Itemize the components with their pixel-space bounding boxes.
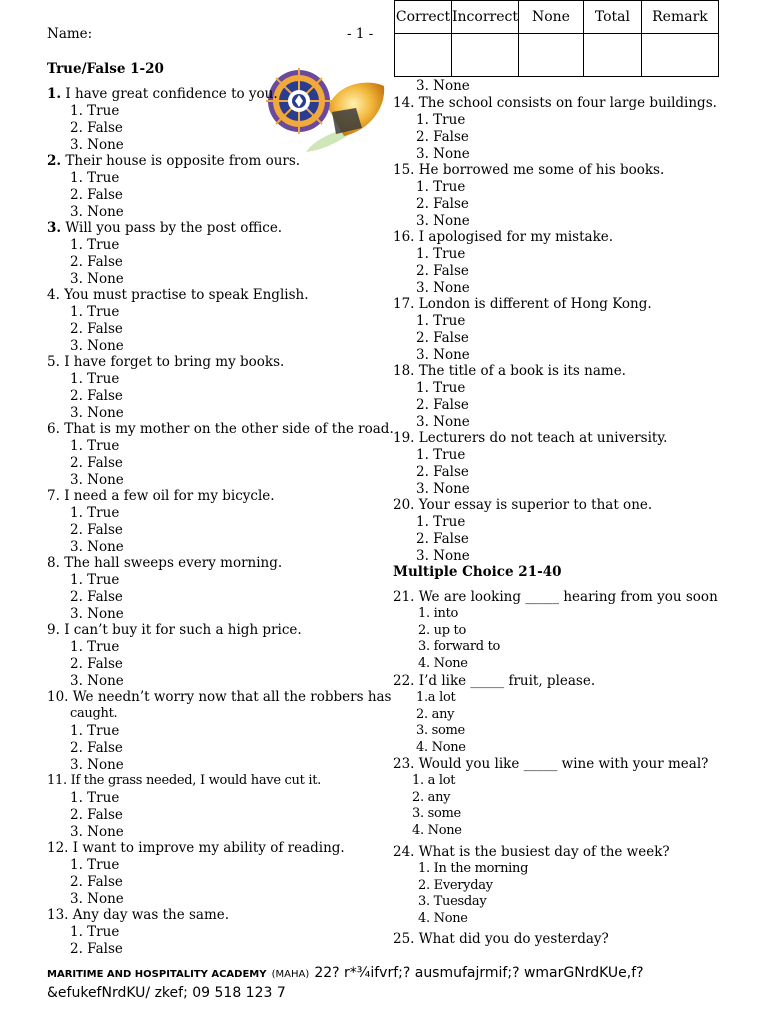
answer-option[interactable]: 1. True <box>70 304 120 320</box>
question-number: 19. <box>393 430 415 446</box>
question-text: Will you pass by the post office. <box>65 220 283 236</box>
score-col-total: Total <box>583 1 641 34</box>
question-number: 5. <box>47 354 60 370</box>
question-number: 16. <box>393 229 415 245</box>
question-number: 2. <box>47 153 62 169</box>
question-text: You must practise to speak English. <box>64 287 309 303</box>
question-number: 4. <box>47 287 60 303</box>
answer-option[interactable]: 1. True <box>70 723 120 739</box>
answer-option[interactable]: 2. False <box>416 263 469 279</box>
answer-option[interactable]: 3. None <box>70 405 124 421</box>
answer-option[interactable]: 3. None <box>70 824 124 840</box>
answer-option[interactable]: 3. None <box>70 891 124 907</box>
question-number: 11. <box>47 773 67 788</box>
answer-option[interactable]: 3. Tuesday <box>418 894 487 910</box>
question-1 <box>47 86 278 102</box>
question-18 <box>393 363 626 379</box>
question-number: 13. <box>47 907 69 923</box>
score-cell-none[interactable] <box>518 34 583 77</box>
question-13 <box>47 907 229 923</box>
answer-option[interactable]: 3. some <box>416 723 465 739</box>
question-number: 17. <box>393 296 415 312</box>
question-25: 25. What did you do yesterday? <box>393 931 609 947</box>
question-6 <box>47 421 394 437</box>
answer-option[interactable]: 3. None <box>416 347 470 363</box>
question-23: 23. Would you like _____ wine with your meal? <box>393 756 709 772</box>
question-text: I can’t buy it for such a high price. <box>64 622 302 638</box>
question-number: 15. <box>393 162 415 178</box>
answer-option[interactable]: 3. None <box>416 548 470 564</box>
answer-option[interactable]: 3. None <box>70 271 124 287</box>
question-text: He borrowed me some of his books. <box>418 162 665 178</box>
answer-option[interactable]: 3. None <box>70 137 124 153</box>
question-text: I want to improve my ability of reading. <box>72 840 345 856</box>
question-text: We needn’t worry now that all the robbers has <box>72 689 392 705</box>
question-text: London is different of Hong Kong. <box>418 296 652 312</box>
question-text: That is my mother on the other side of the road. <box>64 421 394 437</box>
answer-option[interactable]: 1. into <box>418 606 459 621</box>
question-number: 14. <box>393 95 415 111</box>
answer-option[interactable]: 4. None <box>412 823 462 839</box>
answer-option[interactable]: 2. False <box>416 196 469 212</box>
question-22: 22. I’d like _____ fruit, please. <box>393 673 596 689</box>
answer-option[interactable]: 2. False <box>70 740 123 756</box>
answer-option[interactable]: 2. False <box>70 388 123 404</box>
answer-option[interactable]: 3. forward to <box>418 639 501 655</box>
question-number: 6. <box>47 421 60 437</box>
question-number: 9. <box>47 622 60 638</box>
question-11 <box>47 773 321 789</box>
answer-option[interactable]: 2. False <box>70 941 123 957</box>
question-24: 24. What is the busiest day of the week? <box>393 844 670 860</box>
answer-option[interactable]: 3. some <box>412 806 461 822</box>
question-19 <box>393 430 667 446</box>
section-title-true-false: True/False 1-20 <box>47 61 164 77</box>
answer-option[interactable]: 2. any <box>412 789 451 805</box>
answer-option[interactable]: 3. None <box>416 78 470 94</box>
ship-wheel-compass-logo <box>266 68 390 154</box>
name-label: Name: <box>47 26 93 42</box>
question-number: 10. <box>47 689 69 705</box>
answer-option[interactable]: 3. None <box>416 481 470 497</box>
score-cell-remark[interactable] <box>641 34 718 77</box>
answer-option[interactable]: 2. False <box>70 120 123 136</box>
question-text: I apologised for my mistake. <box>418 229 614 245</box>
score-col-remark: Remark <box>641 1 718 34</box>
answer-option[interactable]: 1. a lot <box>412 773 456 788</box>
answer-option[interactable]: 1. True <box>70 371 120 387</box>
answer-option[interactable]: 2. False <box>70 807 123 823</box>
question-14 <box>393 95 717 111</box>
answer-option[interactable]: 3. None <box>416 213 470 229</box>
answer-option[interactable]: 1. True <box>416 380 466 396</box>
question-number: 20. <box>393 497 415 513</box>
answer-option[interactable]: 1. True <box>416 447 466 463</box>
footer <box>47 963 644 1002</box>
question-text: Your essay is superior to that one. <box>418 497 653 513</box>
answer-option[interactable]: 2. any <box>416 706 455 722</box>
answer-option[interactable]: 4. None <box>416 740 466 756</box>
score-table <box>394 0 719 77</box>
question-text: I have great confidence to you. <box>65 86 278 102</box>
answer-option[interactable]: 2. False <box>416 129 469 145</box>
answer-option[interactable]: 2. False <box>70 522 123 538</box>
question-text: The title of a book is its name. <box>418 363 626 379</box>
question-2 <box>47 153 300 169</box>
answer-option[interactable]: 2. False <box>416 531 469 547</box>
answer-option[interactable]: 1. In the morning <box>418 861 529 876</box>
answer-option[interactable]: 1. True <box>416 313 466 329</box>
footer-address-line2: &efukefNrdKU/ zkef; 09 518 123 7 <box>47 985 286 1001</box>
answer-option[interactable]: 2. False <box>70 455 123 471</box>
question-text-continued: caught. <box>70 706 118 721</box>
answer-option[interactable]: 2. False <box>416 397 469 413</box>
question-text: Lecturers do not teach at university. <box>418 430 668 446</box>
answer-option[interactable]: 1. True <box>70 790 120 806</box>
answer-option[interactable]: 3. None <box>70 606 124 622</box>
question-text: Any day was the same. <box>72 907 230 923</box>
score-cell-incorrect[interactable] <box>452 34 519 77</box>
question-text: I need a few oil for my bicycle. <box>64 488 275 504</box>
question-15 <box>393 162 664 178</box>
answer-option[interactable]: 2. Everyday <box>418 877 493 893</box>
answer-option[interactable]: 1. True <box>70 103 120 119</box>
question-21: 21. We are looking _____ hearing from you soon <box>393 589 718 605</box>
footer-address-line1: 22? r*¾ifvrf;? ausmufajrmif;? wmarGNrdKUe,f? <box>314 965 644 981</box>
question-17 <box>393 296 652 312</box>
answer-option[interactable]: 2. False <box>416 464 469 480</box>
question-3 <box>47 220 282 236</box>
answer-option[interactable]: 3. None <box>70 757 124 773</box>
score-col-incorrect: Incorrect <box>452 1 519 34</box>
answer-option[interactable]: 1. True <box>70 170 120 186</box>
answer-option[interactable]: 2. False <box>416 330 469 346</box>
page-number: - 1 - <box>347 26 374 42</box>
answer-option[interactable]: 3. None <box>70 673 124 689</box>
score-cell-total[interactable] <box>583 34 641 77</box>
question-7 <box>47 488 275 504</box>
question-text: The hall sweeps every morning. <box>64 555 283 571</box>
answer-option[interactable]: 2. False <box>70 187 123 203</box>
question-8 <box>47 555 282 571</box>
answer-option[interactable]: 2. False <box>70 321 123 337</box>
question-16 <box>393 229 613 245</box>
answer-option[interactable]: 1. True <box>70 924 120 940</box>
question-number: 18. <box>393 363 415 379</box>
answer-option[interactable]: 1. True <box>70 857 120 873</box>
answer-option[interactable]: 3. None <box>416 280 470 296</box>
question-number: 1. <box>47 86 62 102</box>
question-9 <box>47 622 302 638</box>
score-col-none: None <box>518 1 583 34</box>
answer-option[interactable]: 3. None <box>416 414 470 430</box>
question-text: Their house is opposite from ours. <box>65 153 301 169</box>
score-cell-correct[interactable] <box>395 34 452 77</box>
answer-option[interactable]: 3. None <box>70 204 124 220</box>
answer-option[interactable]: 3. None <box>70 539 124 555</box>
answer-option[interactable]: 1. True <box>416 179 466 195</box>
answer-option[interactable]: 2. False <box>70 874 123 890</box>
question-10 <box>47 689 392 705</box>
question-text: The school consists on four large buildings. <box>418 95 717 111</box>
score-col-correct: Correct <box>395 1 452 34</box>
answer-option[interactable]: 4. None <box>418 656 468 672</box>
question-4 <box>47 287 309 303</box>
question-number: 3. <box>47 220 62 236</box>
answer-option[interactable]: 1. True <box>416 112 466 128</box>
answer-option[interactable]: 2. up to <box>418 622 467 638</box>
answer-option[interactable]: 1. True <box>416 246 466 262</box>
answer-option[interactable]: 1. True <box>70 505 120 521</box>
answer-option[interactable]: 2. False <box>70 656 123 672</box>
question-number: 8. <box>47 555 60 571</box>
answer-option[interactable]: 1. True <box>70 639 120 655</box>
answer-option[interactable]: 1.a lot <box>416 690 456 705</box>
question-12 <box>47 840 345 856</box>
answer-option[interactable]: 3. None <box>70 338 124 354</box>
answer-option[interactable]: 3. None <box>416 146 470 162</box>
question-number: 7. <box>47 488 60 504</box>
question-20 <box>393 497 652 513</box>
answer-option[interactable]: 1. True <box>416 514 466 530</box>
question-number: 12. <box>47 840 69 856</box>
answer-option[interactable]: 1. True <box>70 438 120 454</box>
answer-option[interactable]: 2. False <box>70 254 123 270</box>
question-5 <box>47 354 284 370</box>
question-text: If the grass needed, I would have cut it. <box>70 773 321 788</box>
answer-option[interactable]: 1. True <box>70 572 120 588</box>
answer-option[interactable]: 1. True <box>70 237 120 253</box>
answer-option[interactable]: 2. False <box>70 589 123 605</box>
answer-option[interactable]: 3. None <box>70 472 124 488</box>
answer-option[interactable]: 4. None <box>418 911 468 927</box>
footer-academy-abbr: (MAHA) <box>271 969 310 980</box>
footer-academy-name: MARITIME AND HOSPITALITY ACADEMY <box>47 969 267 980</box>
section-title-multiple-choice: Multiple Choice 21-40 <box>393 564 562 580</box>
question-text: I have forget to bring my books. <box>64 354 285 370</box>
